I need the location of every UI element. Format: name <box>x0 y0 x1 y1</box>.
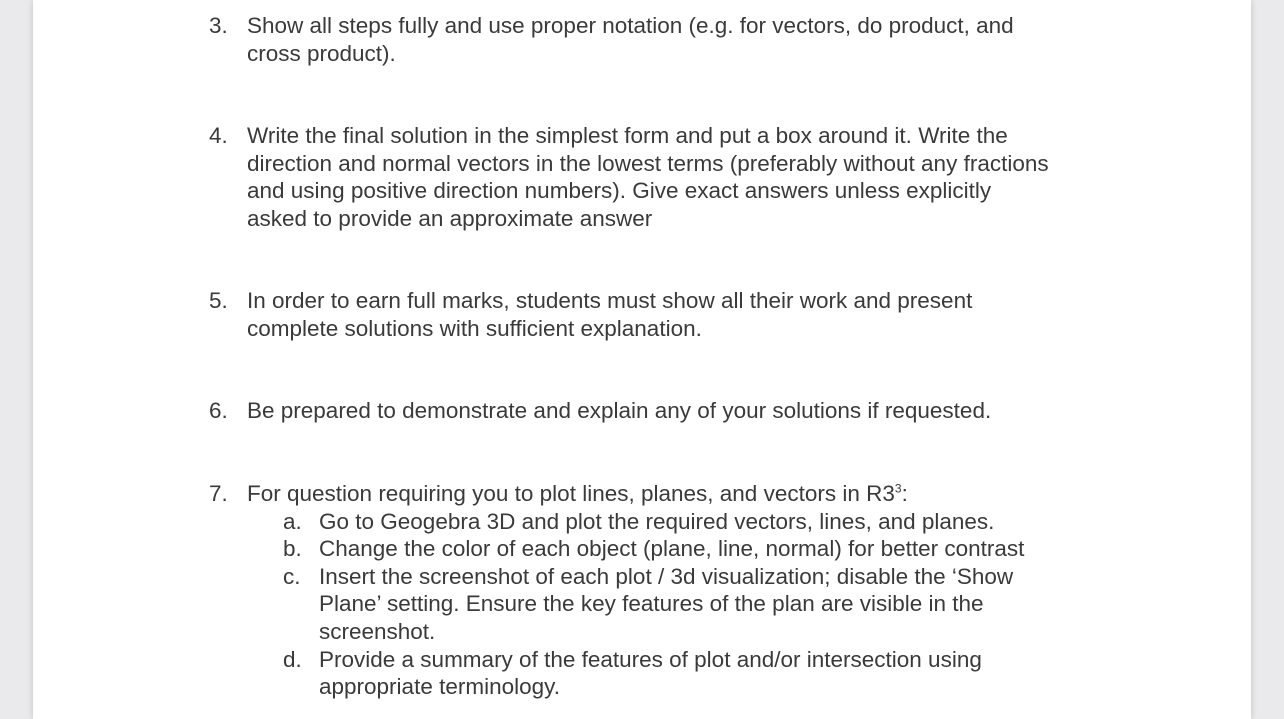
sub-item-text: Go to Geogebra 3D and plot the required vectors, lines, and planes. <box>319 508 995 534</box>
item-text-line <box>247 480 1109 508</box>
instruction-item-7 <box>209 480 1109 701</box>
sub-item-letter: d. <box>283 646 302 672</box>
sub-item-a <box>283 508 1119 536</box>
sub-item-text: Plane’ setting. Ensure the key features of the plan are visible in the <box>319 591 984 617</box>
item-text-line: asked to provide an approximate answer <box>247 205 653 231</box>
item-number: 4. <box>209 123 228 148</box>
item-text-line: direction and normal vectors in the lowest terms (preferably without any fractions <box>247 150 1049 176</box>
item-text-line: Write the final solution in the simplest form and put a box around it. Write the <box>247 123 1008 148</box>
colon: : <box>901 481 908 506</box>
document-page <box>33 0 1251 719</box>
sub-item-text: appropriate terminology. <box>319 674 560 700</box>
item-text-line: Be prepared to demonstrate and explain any of your solutions if requested. <box>247 398 992 423</box>
item-number: 5. <box>209 288 228 313</box>
item-text-line: complete solutions with sufficient explanation. <box>247 315 702 341</box>
sub-item-text: Provide a summary of the features of plot and/or intersection using <box>319 646 982 672</box>
item-number: 7. <box>209 481 228 506</box>
sub-item-letter: b. <box>283 536 302 562</box>
sub-item-letter: c. <box>283 563 301 589</box>
instruction-item-4 <box>209 122 1109 232</box>
item-text-line: cross product). <box>247 40 396 66</box>
item-number: 3. <box>209 13 228 38</box>
sub-item-text: screenshot. <box>319 618 436 644</box>
item-text-line: Show all steps fully and use proper notation (e.g. for vectors, do product, and <box>247 13 1014 38</box>
item-number: 6. <box>209 398 228 423</box>
sub-item-letter: a. <box>283 508 302 534</box>
sub-item-b <box>283 535 1119 563</box>
instruction-item-6 <box>209 397 1109 425</box>
instruction-item-5 <box>209 287 1109 342</box>
item-text: For question requiring you to plot lines, planes, and vectors in R3 <box>247 481 895 506</box>
superscript: 3 <box>894 481 902 496</box>
sub-item-c <box>283 563 1119 646</box>
sub-item-text: Change the color of each object (plane, line, normal) for better contrast <box>319 536 1025 562</box>
item-text-line: and using positive direction numbers). Give exact answers unless explicitly <box>247 178 992 204</box>
item-text-line: In order to earn full marks, students must show all their work and present <box>247 288 973 313</box>
sub-item-d <box>283 646 1119 701</box>
instruction-item-3 <box>209 12 1109 67</box>
sub-item-text: Insert the screenshot of each plot / 3d visualization; disable the ‘Show <box>319 563 1014 589</box>
